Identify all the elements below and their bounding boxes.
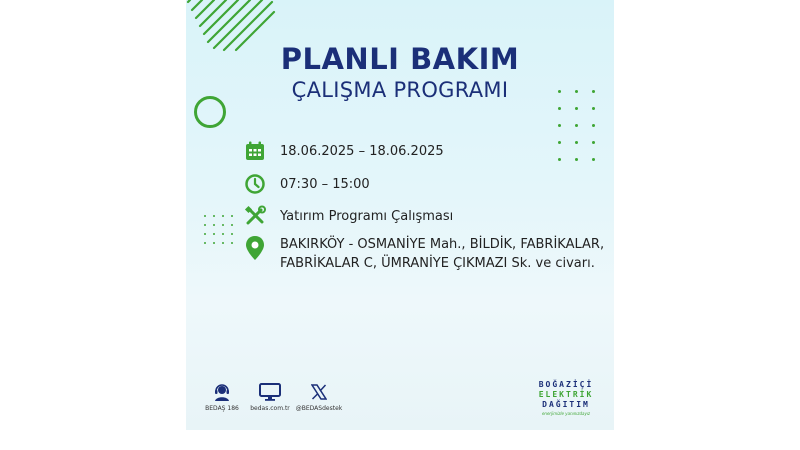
- location-line-1: BAKIRKÖY - OSMANİYE Mah., BİLDİK, FABRİKALAR,: [280, 237, 605, 252]
- page-title: PLANLI BAKIM: [280, 42, 520, 76]
- headset-icon: [213, 383, 231, 401]
- tools-icon: [244, 205, 266, 227]
- logo-line-1: BOĞAZİÇİ: [538, 380, 594, 389]
- monitor-icon: [259, 383, 281, 401]
- logo-slogan: enerjimizle yanınızdayız: [541, 411, 591, 416]
- calendar-icon: [244, 140, 266, 162]
- date-range-text: 18.06.2025 – 18.06.2025: [280, 143, 444, 159]
- location-row: [244, 235, 604, 273]
- decorative-dots-left: [204, 215, 233, 244]
- location-text: [280, 235, 604, 273]
- time-row: [244, 173, 370, 195]
- work-type-text: Yatırım Programı Çalışması: [280, 208, 454, 224]
- phone-label: BEDAŞ 186: [205, 405, 239, 412]
- web-label: bedas.com.tr: [250, 405, 290, 412]
- maintenance-announcement-card: [186, 0, 614, 430]
- logo-line-2: ELEKTRİK: [538, 390, 594, 399]
- footer-social: [291, 383, 347, 412]
- location-line-2: FABRİKALAR C, ÜMRANİYE ÇIKMAZI Sk. ve civarı.: [280, 256, 595, 271]
- footer-web: [242, 383, 298, 412]
- x-logo-icon: [311, 383, 327, 401]
- clock-icon: [244, 173, 266, 195]
- date-row: [244, 140, 444, 162]
- time-range-text: 07:30 – 15:00: [280, 176, 370, 192]
- company-logo: [526, 380, 606, 416]
- page-subtitle: ÇALIŞMA PROGRAMI: [291, 78, 509, 102]
- logo-line-3: DAĞITIM: [542, 400, 590, 409]
- work-type-row: [244, 205, 453, 227]
- location-pin-icon: [244, 235, 266, 261]
- social-label: @BEDASdestek: [295, 405, 343, 412]
